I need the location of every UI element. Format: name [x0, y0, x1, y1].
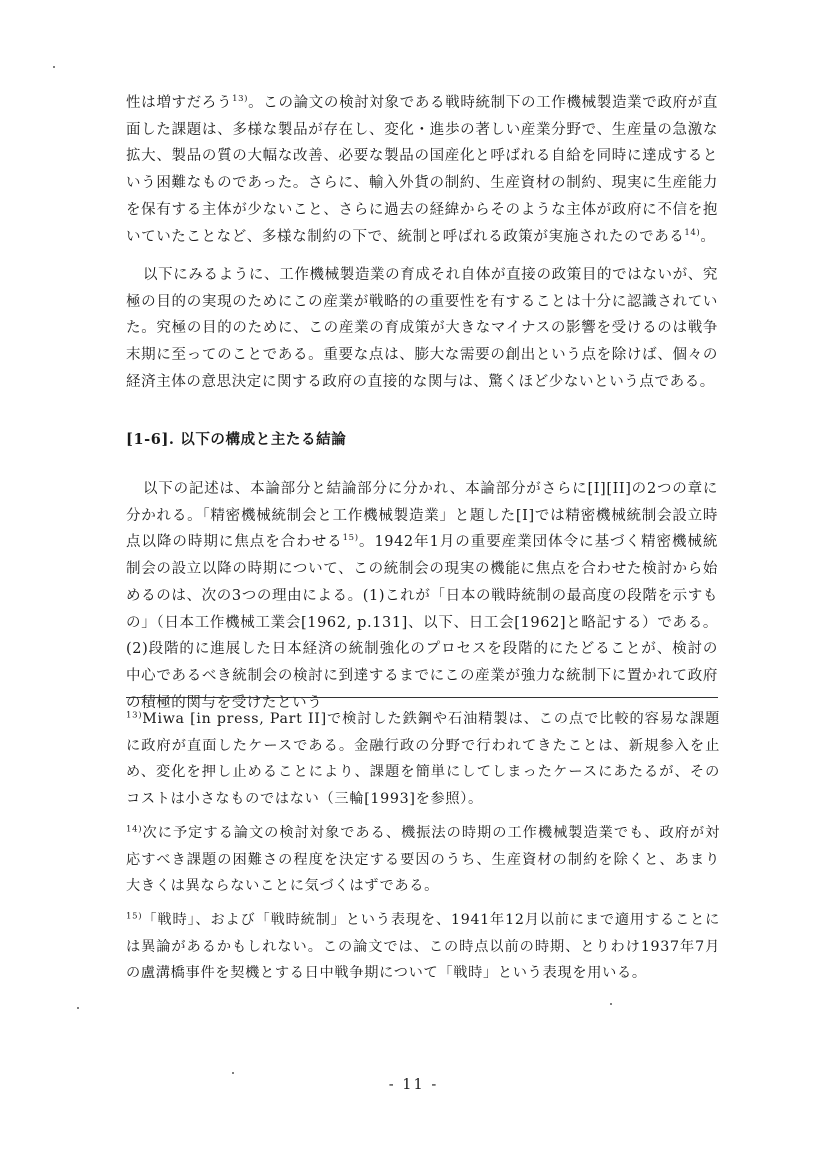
body-paragraph-2: 以下にみるように、工作機械製造業の育成それ自体が直接の政策目的ではないが、究極の目的の実現のためにこの産業が戦略的の重要性を有することは十分に認識されていた。究極の目的のために、この産業の育成策が大きなマイナスの影響を受けるのは戦争末期に至ってのことである。重要な点は、膨大な需要の創出という点を除けば、個々の経済主体の意思決定に関する政府の直接的な関与は、驚くほど少ないという点である。: [126, 267, 718, 390]
scan-speck: [53, 66, 55, 68]
para3-text-a: 以下の記述は、本論部分と結論部分に分かれ、本論部分がさらに[I][II]の2つの章に分かれる。「精密機械統制会と工作機械製造業」と題した[I]では精密機械統制会設立時点以降の時期に焦点を合わせる: [126, 481, 718, 551]
para3-text-b: 。1942年1月の重要産業団体令に基づく精密機械統制会の設立以降の時期について、この統制会の現実の機能に焦点を合わせた検討から始めるのは、次の3つの理由による。(1)これが「日本の戦時統制の最高度の段階を示すもの」（日本工作機械工業会[1962, p.131]、以下、日工会[1962]と略記する）である。(2)段階的に進展した日本経済の統制強化のプロセスを段階的にたどることが、検討の中心であるべき統制会の検討に到達するまでにこの産業が強力な統制下に置かれて政府の積極的関与を受けたという: [126, 534, 719, 711]
scan-speck: [610, 1003, 612, 1005]
footnote-14: [126, 820, 720, 900]
footnote-13-text: Miwa [in press, Part II]で検討した鉄鋼や石油精製は、この点で比較的容易な課題に政府が直面したケースである。金融行政の分野で行われてきたことは、新規参入を止め、変化を押し止めることにより、課題を簡単にしてしまったケースにあたるが、そのコストは小さなものではない（三輪[1993]を参照）。: [126, 711, 720, 807]
para1-text-a: 性は増すだろう: [126, 95, 233, 111]
footnote-separator: [126, 697, 718, 698]
scan-speck: [77, 1007, 79, 1009]
footnote-15-text: 「戦時」、および「戦時統制」という表現を、1941年12月以前にまで適用することには異論があるかもしれない。この論文では、この時点以前の時期、とりわけ1937年7月の盧溝橋事件を契機とする日中戦争期について「戦時」という表現を用いる。: [126, 912, 720, 981]
body-paragraph-3: [126, 476, 718, 716]
footnote-ref-13: 13): [232, 94, 249, 105]
footnote-ref-14: 14): [684, 227, 701, 238]
footnote-marker-13: 13): [126, 710, 143, 721]
para1-text-b: 。この論文の検討対象である戦時統制下の工作機械製造業で政府が直面した課題は、多様な製品が存在し、変化・進歩の著しい産業分野で、生産量の急激な拡大、製品の質の大幅な改善、必要な製品の国産化と呼ばれる自給を同時に達成するという困難なものであった。さらに、輸入外貨の制約、生産資材の制約、現実に生産能力を保有する主体が少ないこと、さらに過去の経緯からそのような主体が政府に不信を抱いていたことなど、多様な制約の下で、統制と呼ばれる政策が実施されたのである: [126, 95, 718, 245]
footnote-marker-14: 14): [126, 824, 143, 835]
footnote-13: [126, 706, 720, 812]
scan-speck: [232, 1072, 234, 1074]
body-paragraph-1: [126, 90, 718, 250]
footnote-14-text: 次に予定する論文の検討対象である、機振法の時期の工作機械製造業でも、政府が対応すべき課題の困難さの程度を決定する要因のうち、生産資材の制約を除くと、あまり大きくは異ならないことに気づくはずである。: [126, 825, 720, 894]
para1-text-c: 。: [700, 228, 716, 245]
footnote-marker-15: 15): [126, 911, 143, 922]
page-number: - 11 -: [388, 1077, 439, 1093]
section-heading: [1-6]. 以下の構成と主たる結論: [126, 431, 347, 448]
footnote-15: [126, 907, 720, 987]
footnote-ref-15: 15): [342, 533, 359, 544]
